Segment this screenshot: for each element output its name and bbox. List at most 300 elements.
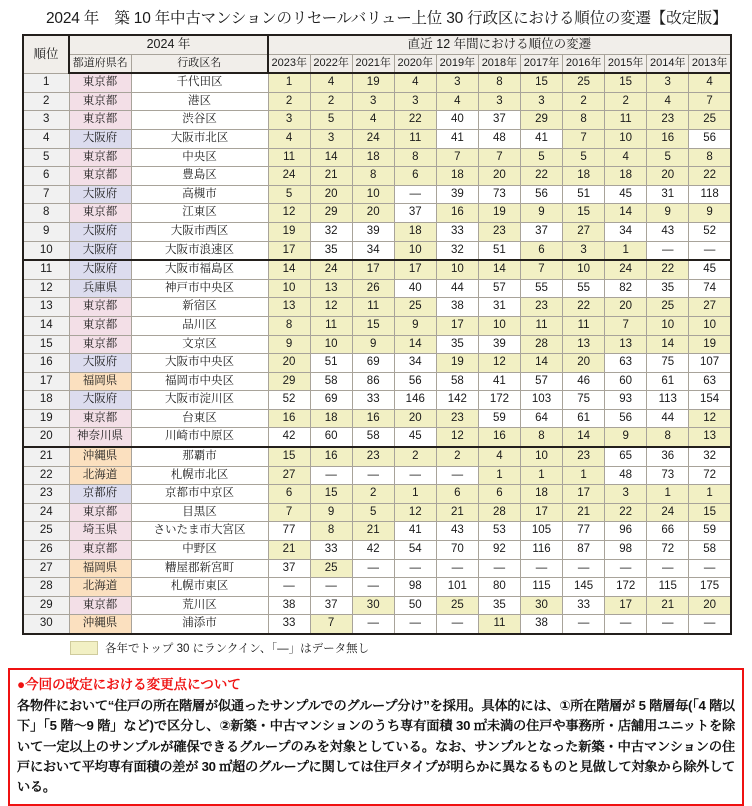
cell-rank-year: 14	[310, 148, 352, 167]
cell-rank-year: 8	[563, 111, 605, 130]
cell-rank-year: 42	[268, 428, 310, 447]
cell-rank-year: 17	[563, 485, 605, 504]
cell-rank-year: 58	[689, 541, 731, 560]
cell-prefecture: 沖縄県	[69, 615, 131, 634]
cell-rank-year: 14	[647, 335, 689, 354]
header-year-2017: 2017年	[520, 54, 562, 73]
cell-rank-year: 24	[647, 503, 689, 522]
cell-rank-year: 45	[394, 428, 436, 447]
cell-rank-year: 39	[352, 222, 394, 241]
cell-rank-year: 19	[478, 204, 520, 223]
cell-rank-year: 16	[436, 204, 478, 223]
cell-rank-year: 35	[310, 241, 352, 260]
revision-note-body: 各物件において“住戸の所在階層が似通ったサンプルでのグループ分け”を採用。具体的には、①所在階層が 5 階層毎(「4 階以下」「5 階～9 階」など)で区分し、②新築・中古マンションのうち専有面積 30 ㎡未満の住戸や事務所・店舗用ユニットを除いて一定以上のサンプルが確保できるグループのみを対象としている。なお、サンプルとなった新築・中古マンションの住戸において平均専有面積の差が 30 ㎡超のグループに関しては住戸タイプが明らかに異なるものと見做して対象から除外している。	[17, 698, 735, 794]
cell-rank-year: 8	[310, 522, 352, 541]
cell-prefecture: 神奈川県	[69, 428, 131, 447]
cell-rank-year: 16	[310, 447, 352, 466]
cell-rank-year: 51	[563, 185, 605, 204]
cell-rank-year: 21	[647, 596, 689, 615]
cell-rank-year: 57	[478, 279, 520, 298]
cell-rank-year: 32	[436, 241, 478, 260]
cell-rank-year: —	[689, 559, 731, 578]
cell-rank-year: 142	[436, 391, 478, 410]
cell-rank: 25	[23, 522, 69, 541]
cell-rank-year: 18	[394, 222, 436, 241]
cell-rank-year: 145	[563, 578, 605, 597]
cell-rank-year: —	[394, 559, 436, 578]
cell-rank-year: 11	[394, 129, 436, 148]
table-row	[23, 372, 731, 391]
cell-rank-year: 10	[605, 129, 647, 148]
table-row	[23, 354, 731, 373]
cell-rank: 7	[23, 185, 69, 204]
cell-rank-year: 9	[310, 503, 352, 522]
cell-rank-year: 12	[310, 298, 352, 317]
cell-rank-year: 11	[520, 316, 562, 335]
cell-rank-year: 45	[605, 185, 647, 204]
revision-note-box	[8, 668, 744, 806]
cell-rank: 30	[23, 615, 69, 634]
cell-rank-year: 39	[478, 335, 520, 354]
cell-rank-year: 48	[605, 466, 647, 485]
cell-district: 大阪市浪速区	[131, 241, 268, 260]
cell-rank-year: 21	[352, 522, 394, 541]
cell-rank-year: 73	[478, 185, 520, 204]
cell-rank-year: 3	[310, 129, 352, 148]
cell-rank-year: 37	[520, 222, 562, 241]
cell-rank-year: 10	[352, 185, 394, 204]
cell-rank-year: 59	[478, 409, 520, 428]
cell-rank-year: 5	[310, 111, 352, 130]
cell-prefecture: 大阪府	[69, 354, 131, 373]
cell-prefecture: 大阪府	[69, 391, 131, 410]
cell-prefecture: 東京都	[69, 335, 131, 354]
cell-rank-year: 115	[647, 578, 689, 597]
table-row	[23, 615, 731, 634]
cell-rank-year: 38	[520, 615, 562, 634]
cell-rank: 2	[23, 92, 69, 111]
cell-rank-year: 15	[268, 447, 310, 466]
table-row	[23, 129, 731, 148]
cell-rank-year: 98	[605, 541, 647, 560]
cell-rank-year: —	[647, 559, 689, 578]
table-body	[23, 73, 731, 634]
table-row	[23, 241, 731, 260]
cell-rank-year: 44	[436, 279, 478, 298]
cell-rank-year: 4	[352, 111, 394, 130]
cell-rank-year: 38	[436, 298, 478, 317]
cell-rank-year: 59	[689, 522, 731, 541]
cell-rank-year: 9	[268, 335, 310, 354]
cell-rank-year: 1	[689, 485, 731, 504]
cell-rank-year: 12	[478, 354, 520, 373]
cell-rank-year: 35	[647, 279, 689, 298]
cell-rank-year: 4	[436, 92, 478, 111]
cell-rank-year: 41	[478, 372, 520, 391]
cell-prefecture: 北海道	[69, 578, 131, 597]
table-row	[23, 409, 731, 428]
cell-district: 京都市中京区	[131, 485, 268, 504]
cell-rank: 9	[23, 222, 69, 241]
cell-rank-year: —	[436, 466, 478, 485]
cell-rank-year: 14	[478, 260, 520, 279]
cell-rank-year: 36	[647, 447, 689, 466]
cell-rank-year: 10	[689, 316, 731, 335]
cell-rank-year: 9	[647, 204, 689, 223]
cell-rank-year: 9	[605, 428, 647, 447]
cell-rank-year: 10	[268, 279, 310, 298]
cell-rank-year: 5	[563, 148, 605, 167]
cell-rank-year: 1	[520, 466, 562, 485]
cell-district: 那覇市	[131, 447, 268, 466]
cell-rank-year: 13	[268, 298, 310, 317]
cell-rank-year: —	[310, 466, 352, 485]
cell-rank-year: 9	[394, 316, 436, 335]
cell-rank-year: 27	[563, 222, 605, 241]
cell-district: 中央区	[131, 148, 268, 167]
header-year-2018: 2018年	[478, 54, 520, 73]
table-row	[23, 204, 731, 223]
cell-rank-year: 41	[436, 129, 478, 148]
cell-rank-year: 66	[647, 522, 689, 541]
cell-rank-year: 25	[689, 111, 731, 130]
cell-rank-year: 41	[520, 129, 562, 148]
cell-rank-year: 15	[689, 503, 731, 522]
cell-rank-year: 2	[605, 92, 647, 111]
cell-rank-year: 1	[605, 241, 647, 260]
cell-rank-year: 55	[520, 279, 562, 298]
cell-rank-year: 20	[310, 185, 352, 204]
cell-prefecture: 東京都	[69, 503, 131, 522]
cell-rank: 3	[23, 111, 69, 130]
cell-rank-year: 10	[478, 316, 520, 335]
cell-rank-year: 28	[520, 335, 562, 354]
header-district: 行政区名	[131, 54, 268, 73]
cell-rank-year: 30	[352, 596, 394, 615]
cell-rank-year: 64	[520, 409, 562, 428]
cell-rank-year: 21	[268, 541, 310, 560]
header-group-2024: 2024 年	[69, 35, 268, 54]
cell-prefecture: 北海道	[69, 466, 131, 485]
cell-district: 川崎市中原区	[131, 428, 268, 447]
cell-rank-year: 74	[689, 279, 731, 298]
cell-rank-year: 1	[647, 485, 689, 504]
cell-rank-year: 4	[394, 73, 436, 92]
cell-district: 品川区	[131, 316, 268, 335]
cell-rank-year: 48	[478, 129, 520, 148]
cell-rank-year: 34	[352, 241, 394, 260]
cell-prefecture: 福岡県	[69, 559, 131, 578]
cell-prefecture: 東京都	[69, 204, 131, 223]
cell-rank-year: 51	[310, 354, 352, 373]
cell-rank-year: 1	[563, 466, 605, 485]
cell-rank-year: 18	[310, 409, 352, 428]
cell-rank-year: 4	[310, 73, 352, 92]
cell-district: 大阪市北区	[131, 129, 268, 148]
cell-rank-year: 19	[352, 73, 394, 92]
cell-prefecture: 京都府	[69, 485, 131, 504]
cell-rank-year: 8	[352, 167, 394, 186]
cell-rank-year: 82	[605, 279, 647, 298]
cell-rank-year: 77	[268, 522, 310, 541]
cell-rank-year: —	[352, 615, 394, 634]
cell-rank: 10	[23, 241, 69, 260]
cell-rank-year: 56	[689, 129, 731, 148]
cell-rank-year: 27	[689, 298, 731, 317]
cell-rank-year: 54	[394, 541, 436, 560]
cell-rank-year: 56	[394, 372, 436, 391]
cell-rank-year: 18	[436, 167, 478, 186]
cell-rank-year: 14	[268, 260, 310, 279]
cell-rank-year: 16	[478, 428, 520, 447]
cell-rank-year: 2	[268, 92, 310, 111]
cell-prefecture: 東京都	[69, 316, 131, 335]
table-row	[23, 92, 731, 111]
cell-rank: 21	[23, 447, 69, 466]
table-row	[23, 279, 731, 298]
cell-rank: 6	[23, 167, 69, 186]
cell-rank-year: 19	[689, 335, 731, 354]
cell-rank-year: —	[647, 615, 689, 634]
cell-rank-year: 92	[478, 541, 520, 560]
cell-rank-year: 33	[268, 615, 310, 634]
cell-rank-year: 5	[268, 185, 310, 204]
cell-rank-year: 7	[478, 148, 520, 167]
cell-rank-year: 10	[310, 335, 352, 354]
table-row	[23, 596, 731, 615]
cell-district: 新宿区	[131, 298, 268, 317]
table-row	[23, 503, 731, 522]
cell-rank-year: 16	[268, 409, 310, 428]
cell-rank-year: 116	[520, 541, 562, 560]
cell-rank-year: 25	[563, 73, 605, 92]
cell-rank-year: 63	[605, 354, 647, 373]
cell-rank-year: 6	[478, 485, 520, 504]
cell-rank-year: 58	[352, 428, 394, 447]
cell-rank-year: —	[352, 559, 394, 578]
cell-rank-year: 19	[436, 354, 478, 373]
cell-rank: 22	[23, 466, 69, 485]
cell-rank-year: —	[394, 615, 436, 634]
table-row	[23, 148, 731, 167]
cell-rank-year: 32	[310, 222, 352, 241]
cell-rank-year: 16	[352, 409, 394, 428]
cell-rank-year: 25	[647, 298, 689, 317]
cell-rank: 1	[23, 73, 69, 92]
cell-rank: 18	[23, 391, 69, 410]
rank-table-container	[0, 34, 752, 635]
table-row	[23, 578, 731, 597]
table-row	[23, 167, 731, 186]
cell-rank-year: 98	[394, 578, 436, 597]
cell-rank-year: 20	[647, 167, 689, 186]
cell-rank-year: 3	[520, 92, 562, 111]
cell-rank-year: 75	[647, 354, 689, 373]
cell-rank-year: 45	[689, 260, 731, 279]
cell-rank-year: 19	[268, 222, 310, 241]
cell-rank-year: 17	[394, 260, 436, 279]
cell-rank-year: —	[647, 241, 689, 260]
cell-rank-year: 8	[689, 148, 731, 167]
cell-rank-year: 103	[520, 391, 562, 410]
cell-rank-year: 12	[436, 428, 478, 447]
cell-rank-year: 4	[268, 129, 310, 148]
cell-rank-year: 8	[394, 148, 436, 167]
cell-rank-year: 14	[563, 428, 605, 447]
cell-district: 浦添市	[131, 615, 268, 634]
cell-rank-year: 75	[563, 391, 605, 410]
cell-rank-year: 37	[268, 559, 310, 578]
cell-rank-year: 2	[436, 447, 478, 466]
cell-rank-year: 5	[520, 148, 562, 167]
cell-rank-year: 11	[563, 316, 605, 335]
cell-rank-year: 24	[310, 260, 352, 279]
cell-rank-year: 12	[268, 204, 310, 223]
cell-rank-year: 4	[647, 92, 689, 111]
cell-rank-year: 10	[436, 260, 478, 279]
cell-rank-year: 24	[268, 167, 310, 186]
table-row	[23, 466, 731, 485]
cell-rank-year: 43	[647, 222, 689, 241]
cell-rank-year: 3	[563, 241, 605, 260]
cell-rank-year: —	[268, 578, 310, 597]
cell-rank-year: 20	[478, 167, 520, 186]
cell-rank-year: 7	[310, 615, 352, 634]
cell-district: 大阪市中央区	[131, 354, 268, 373]
cell-rank-year: 23	[352, 447, 394, 466]
cell-rank-year: 11	[605, 111, 647, 130]
cell-rank-year: 57	[520, 372, 562, 391]
page-title: 2024 年 築 10 年中古マンションのリセールバリュー上位 30 行政区における順位の変遷【改定版】	[46, 10, 728, 27]
cell-rank-year: —	[352, 578, 394, 597]
cell-rank-year: 37	[310, 596, 352, 615]
cell-rank-year: 26	[352, 279, 394, 298]
cell-rank-year: 17	[520, 503, 562, 522]
table-row	[23, 541, 731, 560]
cell-rank-year: 3	[478, 92, 520, 111]
cell-rank-year: 20	[268, 354, 310, 373]
cell-rank-year: 69	[352, 354, 394, 373]
cell-rank-year: 25	[394, 298, 436, 317]
cell-rank-year: 17	[605, 596, 647, 615]
cell-prefecture: 東京都	[69, 409, 131, 428]
cell-rank-year: 65	[605, 447, 647, 466]
cell-prefecture: 埼玉県	[69, 522, 131, 541]
cell-rank-year: 1	[394, 485, 436, 504]
cell-rank-year: 33	[563, 596, 605, 615]
cell-rank-year: 10	[394, 241, 436, 260]
cell-rank: 20	[23, 428, 69, 447]
cell-rank-year: 8	[647, 428, 689, 447]
cell-district: 福岡市中央区	[131, 372, 268, 391]
cell-rank-year: 21	[563, 503, 605, 522]
cell-rank-year: 18	[605, 167, 647, 186]
cell-rank: 17	[23, 372, 69, 391]
cell-rank-year: 3	[647, 73, 689, 92]
cell-rank-year: 101	[436, 578, 478, 597]
cell-rank-year: 29	[310, 204, 352, 223]
cell-rank-year: 11	[268, 148, 310, 167]
cell-district: 目黒区	[131, 503, 268, 522]
cell-rank-year: 24	[605, 260, 647, 279]
cell-rank: 24	[23, 503, 69, 522]
cell-rank-year: 38	[268, 596, 310, 615]
cell-prefecture: 東京都	[69, 298, 131, 317]
cell-prefecture: 兵庫県	[69, 279, 131, 298]
cell-rank: 15	[23, 335, 69, 354]
cell-rank-year: 58	[310, 372, 352, 391]
cell-district: 中野区	[131, 541, 268, 560]
cell-rank-year: 50	[394, 596, 436, 615]
cell-rank-year: 11	[310, 316, 352, 335]
table-row	[23, 316, 731, 335]
cell-rank-year: 34	[605, 222, 647, 241]
cell-rank-year: 52	[268, 391, 310, 410]
header-prefecture: 都道府県名	[69, 54, 131, 73]
cell-rank-year: 3	[268, 111, 310, 130]
cell-rank-year: 8	[478, 73, 520, 92]
table-row	[23, 73, 731, 92]
cell-rank-year: 4	[689, 73, 731, 92]
cell-rank-year: 13	[605, 335, 647, 354]
cell-rank-year: 2	[310, 92, 352, 111]
cell-rank-year: 23	[478, 222, 520, 241]
cell-rank-year: 60	[605, 372, 647, 391]
cell-rank-year: 20	[605, 298, 647, 317]
cell-rank-year: 18	[520, 485, 562, 504]
cell-rank: 16	[23, 354, 69, 373]
cell-district: 糟屋郡新宮町	[131, 559, 268, 578]
cell-rank-year: 22	[520, 167, 562, 186]
cell-rank-year: 172	[605, 578, 647, 597]
cell-district: 渋谷区	[131, 111, 268, 130]
cell-rank: 26	[23, 541, 69, 560]
cell-rank-year: 72	[647, 541, 689, 560]
cell-rank-year: 113	[647, 391, 689, 410]
cell-rank-year: 17	[352, 260, 394, 279]
table-row	[23, 111, 731, 130]
cell-district: 江東区	[131, 204, 268, 223]
cell-prefecture: 大阪府	[69, 185, 131, 204]
cell-rank-year: 7	[436, 148, 478, 167]
cell-rank-year: 63	[689, 372, 731, 391]
cell-rank-year: 23	[520, 298, 562, 317]
cell-rank-year: —	[436, 559, 478, 578]
header-year-2022: 2022年	[310, 54, 352, 73]
cell-district: 千代田区	[131, 73, 268, 92]
table-row	[23, 559, 731, 578]
cell-rank-year: 46	[563, 372, 605, 391]
cell-rank-year: 60	[310, 428, 352, 447]
table-row	[23, 485, 731, 504]
cell-rank-year: 58	[436, 372, 478, 391]
cell-district: 豊島区	[131, 167, 268, 186]
cell-rank-year: 29	[268, 372, 310, 391]
cell-prefecture: 大阪府	[69, 129, 131, 148]
cell-rank-year: 9	[689, 204, 731, 223]
table-row	[23, 428, 731, 447]
cell-rank-year: 5	[352, 503, 394, 522]
cell-rank-year: 10	[647, 316, 689, 335]
cell-rank-year: —	[310, 578, 352, 597]
cell-rank-year: 25	[310, 559, 352, 578]
cell-rank-year: 35	[436, 335, 478, 354]
cell-rank-year: 18	[563, 167, 605, 186]
header-group-history: 直近 12 年間における順位の変遷	[268, 35, 731, 54]
cell-rank-year: 8	[520, 428, 562, 447]
cell-rank-year: —	[563, 559, 605, 578]
header-year-2023: 2023年	[268, 54, 310, 73]
